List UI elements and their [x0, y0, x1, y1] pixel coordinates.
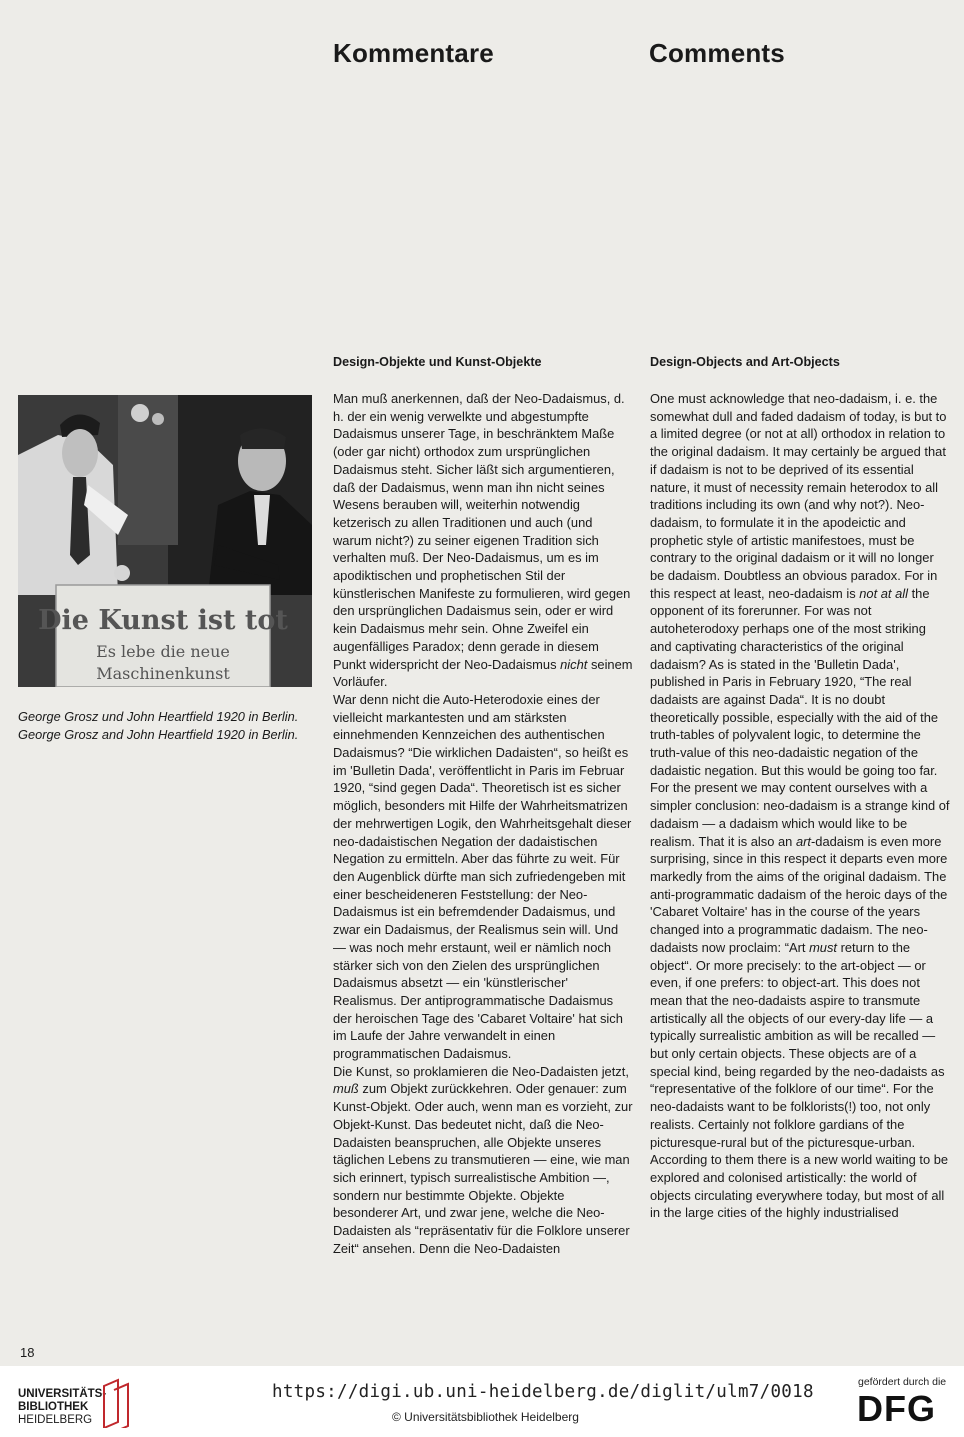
paragraph: Die Kunst, so proklamieren die Neo-Dadaisten jetzt, muß zum Objekt zurückkehren. Oder genauer: zum Kunst-Objekt. Oder auch, wenn man es vorzieht, zur Objekt-Kunst. Das bedeutet nicht, daß die Neo-Dadaisten beanspruchen, alle Objekte unseres täglichen Lebens zu transmutieren — eine, wie man sich erinnert, typisch surrealistische Ambition —, sondern nur bestimmte Objekte. Objekte besonderer Art, und zwar jene, welche die Neo-Dadaisten als “repräsentativ für die Folklore unserer Zeit“ ansehen. Denn die Neo-Dadaisten	[333, 1063, 633, 1256]
ub-logo-mark-icon	[100, 1378, 136, 1433]
paragraph: Man muß anerkennen, daß der Neo-Dadaismus, d. h. der ein wenig verwelkte und abgestumpfte Dadaismus unserer Tage, in beschränktem Maße (oder gar nicht) orthodox zum ursprünglichen Dadaismus steht. Sicher läßt sich argumentieren, daß der Dadaismus, wenn man ihn nicht seines Wesens berauben will, weiterhin notwendig ketzerisch zu allen Traditionen und auch (und warum nicht?) zu seiner eigenen Tradition sich verhalten muß. Der Neo-Dadaismus, um es im apodiktischen und prophetischen Stil der künstlerischen Manifeste zu formulieren, wird gegen den ursprünglichen Dadaismus sein, oder er wird kein Dadaismus mehr sein. Ohne Zweifel ein augenfälliges Paradox; denn gerade in diesem Punkt widerspricht der Neo-Dadaismus nicht seinem Vorläufer.	[333, 391, 633, 690]
caption-de: George Grosz und John Heartfield 1920 in Berlin.	[18, 709, 299, 724]
section-title-en: Design-Objects and Art-Objects	[650, 355, 840, 369]
sign-text-3: Maschinenkunst	[96, 664, 230, 683]
logo-line: BIBLIOTHEK	[18, 1401, 89, 1413]
column-german	[333, 390, 633, 1257]
column-english	[650, 390, 950, 1222]
dfg-logo[interactable]: DFG	[857, 1388, 936, 1429]
ub-heidelberg-logo[interactable]	[18, 1388, 106, 1427]
page-number: 18	[20, 1345, 35, 1360]
logo-line: HEIDELBERG	[18, 1414, 93, 1426]
paragraph: One must acknowledge that neo-dadaism, i. e. the somewhat dull and faded dadaism of today, is but to a limited degree (or not at all) orthodox in relation to the original dadaism. It may certainly be argued that if dadaism is not to be deprived of its essential nature, it must of necessity remain heterodox to all traditions including its own (and why not?). Neo-dadaism, to formulate it in the apodeictic and prophetic style of artistic manifestoes, must be contrary to the original dadaism or it will no longer be dadaism. Doubtless an obvious paradox. For in this respect at least, neo-dadaism is not at all the opponent of its forerunner. For was not autoheterodoxy perhaps one of the most striking and captivating characteristics of the original dadaism? As is stated in the 'Bulletin Dada', published in Paris in February 1920, “The real dadaists are against Dada“. It is no doubt theoretically possible, especially with the aid of the truth-tables of polyvalent logic, to determine the truth-value of this neo-dadaistic negation of the dadaistic negation. But this would be going too far. For the present we may content ourselves with a simpler conclusion: neo-dadaism is a strange kind of dadaism — a dadaism which would like to be realism. That it is also an art-dadaism is even more surprising, since in this respect it departs even more markedly from the aims of the original dadaism. The anti-programmatic dadaism of the heroic days of the 'Cabaret Voltaire' has in the course of the years changed into a programmatic dadaism. The neo-dadaists now proclaim: “Art must return to the object“. Or more precisely: to the art-object — or even, if one prefers: to object-art. This does not mean that the neo-dadaists aspire to transmute artistically all the objects of our every-day life — a typically surrealistic ambition as will be recalled — but only certain objects. These objects are of a special kind, being regarded by the neo-dadaists as “representative of the folklore of our time“. For the neo-dadaists want to be folklorists(!) too, not only realists. Certainly not folklore gardians of the picturesque-rural but of the picturesque-urban. According to them there is a new world waiting to be explored and colonised artistically: the world of objects circulating everywhere today, but most of all in the large cities of the highly industrialised	[650, 391, 950, 1221]
sign-text-1: Die Kunst ist tot	[38, 605, 288, 636]
section-title-de: Design-Objekte und Kunst-Objekte	[333, 355, 542, 369]
logo-line: UNIVERSITÄTS-	[18, 1388, 107, 1400]
digitization-footer	[0, 1366, 964, 1437]
page-url-link[interactable]: https://digi.ub.uni-heidelberg.de/diglit/ulm7/0018	[272, 1382, 814, 1402]
page-title-en: Comments	[649, 38, 785, 68]
historical-photo	[18, 395, 312, 687]
funding-note: gefördert durch die	[858, 1376, 947, 1388]
sign-text-2: Es lebe die neue	[96, 642, 230, 661]
copyright-text: © Universitätsbibliothek Heidelberg	[392, 1410, 579, 1424]
photo-caption	[18, 708, 310, 743]
paragraph: War denn nicht die Auto-Heterodoxie eines der vielleicht markantesten und am stärksten einnehmenden Kennzeichen des authentischen Dadaismus? “Die wirklichen Dadaisten“, so heißt es im 'Bulletin Dada', veröffentlicht in Paris im Februar 1920, “sind gegen Dada“. Theoretisch ist es sicher möglich, besonders mit Hilfe der Wahrheitsmatrizen der mehrwertigen Logik, den Wahrheitsgehalt dieser neo-dadaistischen Negation der dadaistischen Negation zu ermitteln. Aber das führte zu weit. Für den Augenblick dürfte man sich zufriedengeben mit einer bescheideneren Feststellung: der Neo-Dadaismus ist ein befremdender Dadaismus, und zwar ein Dadaismus, der Realismus sein will. Und — was noch mehr erstaunt, weil er nämlich noch stärker sich von den Zielen des ursprünglichen Dadaismus absetzt — ein 'künstlerischer' Realismus. Der antiprogrammatische Dadaismus der heroischen Tage des 'Cabaret Voltaire' hat sich im Laufe der Jahre verwandelt in einen programmatischen Dadaismus.	[333, 691, 632, 1062]
caption-en: George Grosz and John Heartfield 1920 in Berlin.	[18, 726, 299, 742]
page-title-de: Kommentare	[333, 38, 494, 68]
